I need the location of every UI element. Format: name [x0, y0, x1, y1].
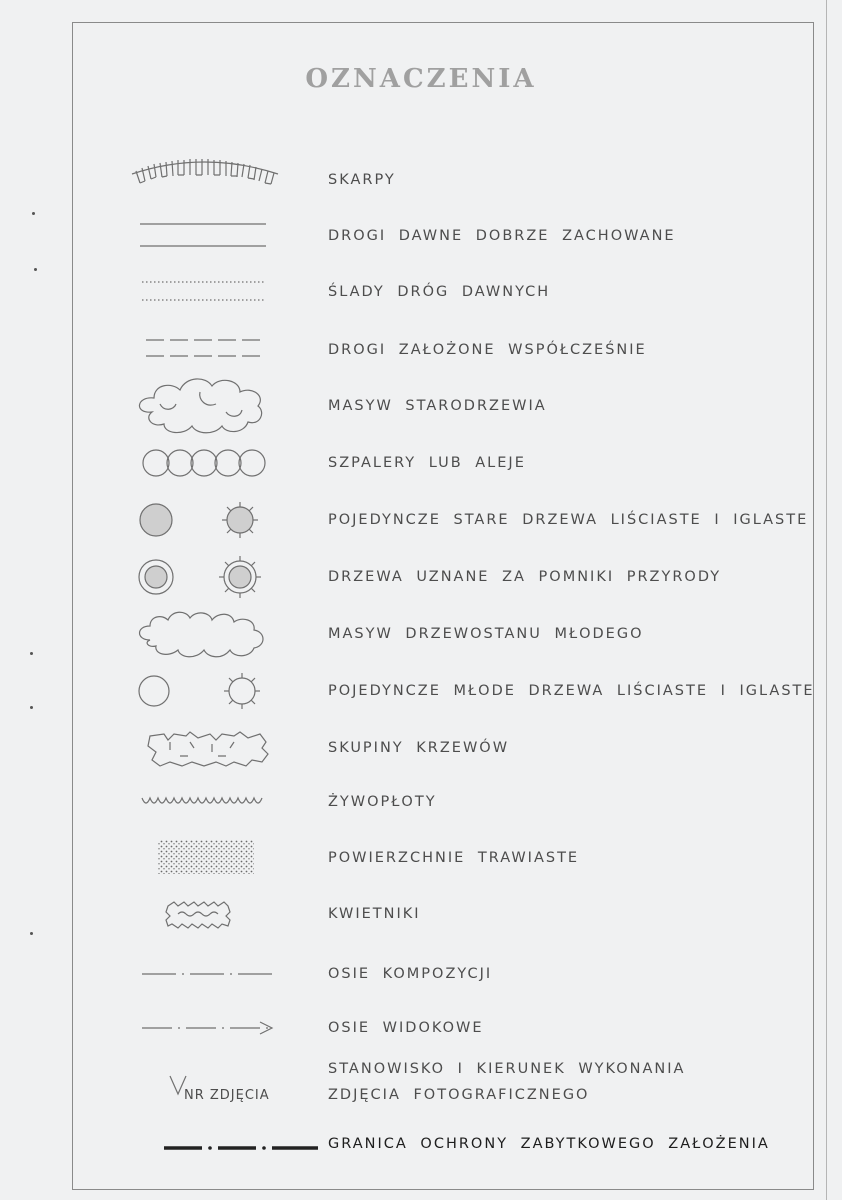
- monument-trees: [130, 549, 280, 605]
- sheet-edge-line: [826, 0, 827, 1200]
- legend-row-alleys: [100, 435, 820, 491]
- legend-label: ŚLADY DRÓG DAWNYCH: [328, 284, 551, 300]
- legend-row-grass-areas: [100, 830, 820, 886]
- legend-row-photo-position: [100, 1054, 820, 1110]
- punch-hole-mark: [30, 652, 33, 655]
- flowerbed: [130, 886, 280, 942]
- legend-row-modern-roads: [100, 322, 820, 378]
- legend-row-composition-axes: [100, 946, 820, 1002]
- legend-row-young-single-trees: [100, 663, 820, 719]
- dash-dot-line: [130, 946, 280, 1002]
- photo-number-text: NR ZDJĘCIA: [184, 1088, 270, 1103]
- legend-row-monument-trees: [100, 549, 820, 605]
- legend-label: SZPALERY LUB ALEJE: [328, 455, 526, 471]
- legend-row-shrub-groups: [100, 720, 820, 776]
- legend-label: POJEDYNCZE MŁODE DRZEWA LIŚCIASTE I IGLASTE: [328, 683, 815, 699]
- legend-row-flowerbeds: [100, 886, 820, 942]
- legend-row-old-single-trees: [100, 492, 820, 548]
- legend-row-hedges: [100, 774, 820, 830]
- punch-hole-mark: [30, 706, 33, 709]
- legend-row-protection-boundary: [100, 1116, 820, 1172]
- legend-label: DROGI DAWNE DOBRZE ZACHOWANE: [328, 228, 676, 244]
- legend-label-line-1: STANOWISKO I KIERUNEK WYKONANIA: [328, 1061, 686, 1077]
- single-trees: [130, 492, 280, 548]
- legend-label: DROGI ZAŁOŻONE WSPÓŁCZEŚNIE: [328, 342, 647, 358]
- double-dashed-line: [130, 322, 280, 378]
- dash-dot-arrow: [130, 1000, 280, 1056]
- legend-label: [328, 1054, 808, 1110]
- legend-label: MASYW STARODRZEWIA: [328, 398, 547, 414]
- legend-row-road-traces: [100, 264, 820, 320]
- legend-row-skarpy: [100, 152, 820, 208]
- photo-v-mark: [130, 1054, 190, 1110]
- legend-title: OZNACZENIA: [305, 64, 537, 94]
- legend-row-view-axes: [100, 1000, 820, 1056]
- legend-label: GRANICA OCHRONY ZABYTKOWEGO ZAŁOŻENIA: [328, 1136, 770, 1152]
- punch-hole-mark: [30, 932, 33, 935]
- legend-row-young-tree-mass: [100, 606, 820, 662]
- legend-label: MASYW DRZEWOSTANU MŁODEGO: [328, 626, 644, 642]
- stipple-area: [130, 830, 280, 886]
- tree-mass-outline: [130, 378, 280, 434]
- legend-label: SKARPY: [328, 172, 396, 188]
- legend-row-old-roads: [100, 208, 820, 264]
- double-dotted-line: [130, 264, 280, 320]
- double-solid-line: [130, 208, 280, 264]
- legend-label: OSIE WIDOKOWE: [328, 1020, 484, 1036]
- legend-label-line-2: ZDJĘCIA FOTOGRAFICZNEGO: [328, 1087, 590, 1103]
- legend-label: POJEDYNCZE STARE DRZEWA LIŚCIASTE I IGLASTE: [328, 512, 809, 528]
- legend-label: KWIETNIKI: [328, 906, 421, 922]
- young-tree-mass: [130, 606, 280, 662]
- legend-label: POWIERZCHNIE TRAWIASTE: [328, 850, 580, 866]
- legend-label: OSIE KOMPOZYCJI: [328, 966, 493, 982]
- skarpy-symbol: [130, 152, 280, 208]
- legend-label: ŻYWOPŁOTY: [328, 794, 437, 810]
- young-single-trees: [130, 663, 280, 719]
- circle-chain: [130, 435, 280, 491]
- legend-label: SKUPINY KRZEWÓW: [328, 740, 510, 756]
- punch-hole-mark: [34, 268, 37, 271]
- hedge-wave: [130, 774, 280, 830]
- legend-label: DRZEWA UZNANE ZA POMNIKI PRZYRODY: [328, 569, 722, 585]
- legend-row-old-tree-mass: [100, 378, 820, 434]
- punch-hole-mark: [32, 212, 35, 215]
- shrub-group: [130, 720, 280, 776]
- boundary-line: [130, 1116, 280, 1172]
